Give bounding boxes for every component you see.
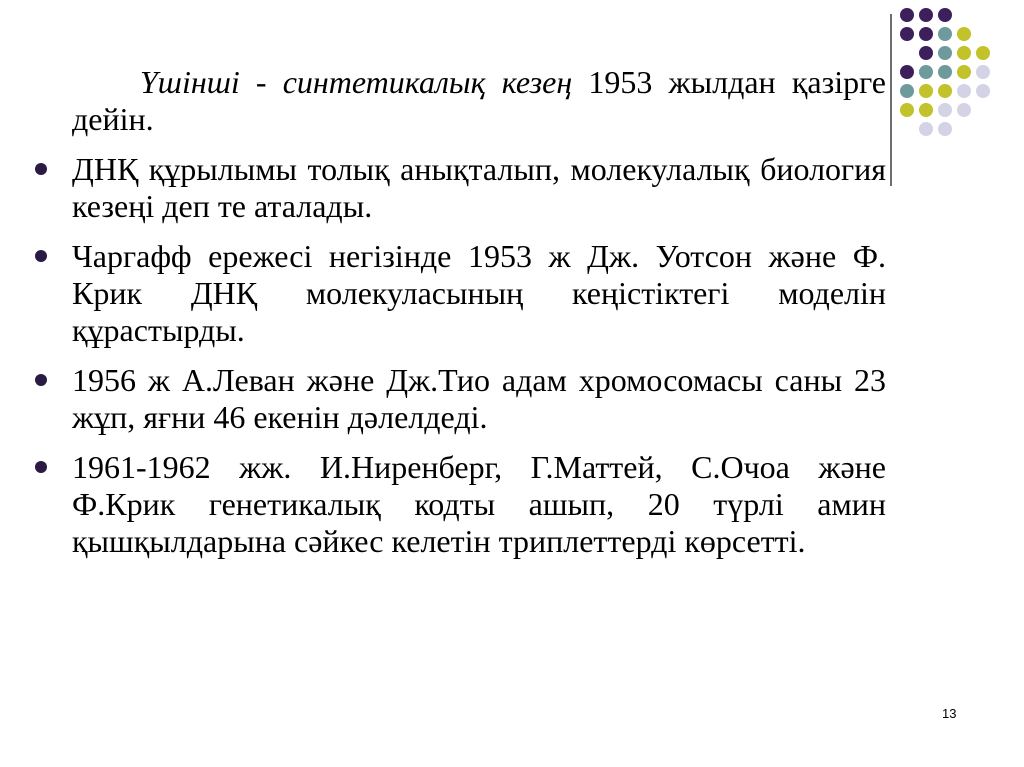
decorative-dot [938, 27, 952, 41]
decorative-dot [900, 84, 914, 98]
decorative-dot [938, 46, 952, 60]
decorative-dot [900, 8, 914, 22]
decorative-dot [919, 8, 933, 22]
decorative-dot [938, 84, 952, 98]
decorative-dot [957, 65, 971, 79]
decorative-dot [938, 103, 952, 117]
decorative-dot [919, 46, 933, 60]
decorative-dot [976, 46, 990, 60]
bullet-text: 1956 ж А.Леван және Дж.Тио адам хромосомасы саны 23 жұп, яғни 46 екенін дәлелдеді. [72, 362, 886, 435]
decorative-dot [976, 65, 990, 79]
bullet-text: Чаргафф ережесі негізінде 1953 ж Дж. Уотсон және Ф. Крик ДНҚ молекуласының кеңістіктегі моделін құрастырды. [72, 238, 886, 348]
decorative-dot [919, 84, 933, 98]
decorative-dot [919, 122, 933, 136]
bullet-icon [35, 461, 47, 473]
decorative-dot [900, 103, 914, 117]
decorative-dot [938, 8, 952, 22]
intro-italic-text: Үшінші - синтетикалық кезең [140, 64, 573, 100]
bullet-text: ДНҚ құрылымы толық анықталып, молекулалық биология кезеңі деп те аталады. [72, 151, 886, 224]
decorative-dot [957, 27, 971, 41]
decorative-dot [938, 122, 952, 136]
decorative-dot [957, 103, 971, 117]
decorative-dot [919, 27, 933, 41]
intro-text: 1953 жылдан қазірге дейін. [72, 64, 886, 137]
decorative-vertical-line [890, 14, 892, 186]
decorative-dot [957, 84, 971, 98]
decorative-dot-grid [900, 8, 1010, 168]
decorative-dot [976, 84, 990, 98]
bullet-icon [35, 250, 47, 262]
bullet-icon [35, 163, 47, 175]
decorative-dot [938, 65, 952, 79]
bullet-text: 1961-1962 жж. И.Ниренберг, Г.Маттей, С.Очоа және Ф.Крик генетикалық кодты ашып, 20 түрлі амин қышқылдарына сәйкес келетін триплеттерді көрсетті. [72, 449, 886, 559]
bullet-item [72, 238, 886, 349]
decorative-dot [900, 65, 914, 79]
slide-body [72, 64, 886, 573]
bullet-item [72, 151, 886, 225]
decorative-dot [957, 46, 971, 60]
bullet-item [72, 362, 886, 436]
bullet-icon [35, 374, 47, 386]
intro-paragraph [72, 64, 886, 138]
bullet-list [72, 151, 886, 560]
bullet-item [72, 449, 886, 560]
decorative-dot [919, 65, 933, 79]
page-number: 13 [942, 706, 957, 721]
decorative-dot [900, 27, 914, 41]
decorative-dot [919, 103, 933, 117]
